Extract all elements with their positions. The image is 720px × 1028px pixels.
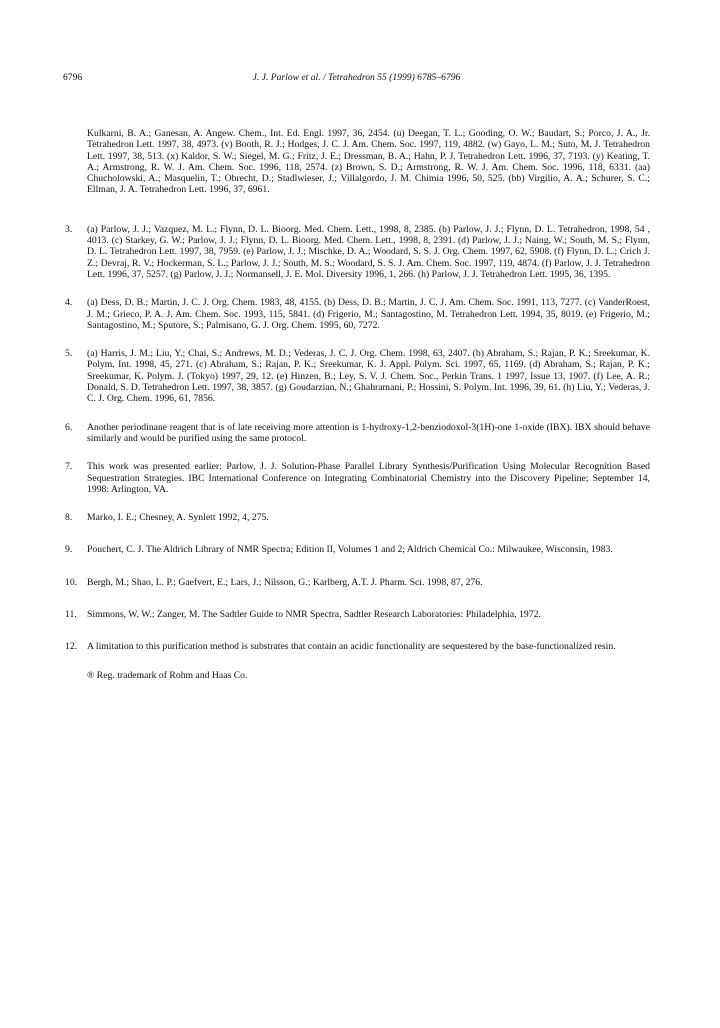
reference-text: (a) Harris, J. M.; Liu, Y.; Chai, S.; Andrews, M. D.; Vederas, J. C. J. Org. Chem. 1998, 63, 2407. (b) Abraham, S.; Rajan, P. K.; Sreekumar, K. Polym. Int. 1998, 45, 271. (c) Abraham, S.; Rajan, P. K.; Sreekumar, K. J. Appl. Polym. Sci. 1997, 65, 1169. (d) Abraham, S.; Rajan, P. K.; Sreekumar, K. Polym. J. (Tokyo) 1997, 29, 12. (e) Hinzen, B.; Ley, S. V. J. Chem. Soc., Perkin Trans. 1 1997, Issue 13, 1907. (f) Lee, A. R.; Donald, S. D. Tetrahedron Lett. 1997, 38, 3857. (g) Goudarzian, N.; Ghahramani, P.; Hossini, S. Polym. Int. 1996, 39, 61. (h) Liu, Y.; Vederas, J. C. J. Org. Chem. 1996, 61, 7856. [87, 348, 650, 405]
reference-10 [65, 577, 650, 588]
reference-4 [65, 297, 650, 331]
reference-number: 9. [65, 544, 73, 556]
reference-list [65, 128, 650, 681]
reference-text: Bergh, M.; Shao, L. P.; Gaefvert, E.; Lars, J.; Nilsson, G.; Karlberg, A.T. J. Pharm. Sci. 1998, 87, 276. [87, 576, 483, 588]
reference-text: Marko, I. E.; Chesney, A. Synlett 1992, 4, 275. [87, 512, 269, 524]
reference-6 [65, 422, 650, 445]
reference-text: (a) Dess, D. B.; Martin, J. C. J. Org. Chem. 1983, 48, 4155. (b) Dess, D. B.; Martin, J. C. J. Am. Chem. Soc. 1991, 113, 7277. (c) VanderRoest, J. M.; Grieco, P. A. J. Am. Chem. Soc. 1993, 115, 5841. (d) Frigerio, M.; Santagostino, M. Tetrahedron Lett. 1994, 35, 8019. (e) Frigerio, M.; Santagostino, M.; Sputore, S.; Palmisano, G. J. Org. Chem. 1995, 60, 7272. [87, 297, 650, 331]
running-head: J. J. Parlow et al. / Tetrahedron 55 (1999) 6785–6796 [252, 72, 461, 83]
reference-number: 6. [65, 421, 73, 433]
page-header [63, 72, 650, 86]
reference-number: 4. [65, 297, 73, 309]
reference-text: (a) Parlow, J. J.; Vazquez, M. L.; Flynn, D. L. Bioorg. Med. Chem. Lett., 1998, 8, 2385. (b) Parlow, J. J.; Flynn, D. L. Tetrahedron, 1998, 54 , 4013. (c) Starkey, G. W.; Parlow, J. J.; Flynn, D. L. Bioorg. Med. Chem. Lett., 1998, 8, 2391. (d) Parlow, J. J.; Naing, W.; South, M. S.; Flynn, D. L. Tetrahedron Lett. 1997, 38, 7959. (e) Parlow, J. J.; Mischke, D. A.; Woodard, S. S. J. Org. Chem. 1997, 62, 5908. (f) Flynn, D. L.; Crich J. Z.; Devraj, R. V.; Hockerman, S. L.; Parlow, J. J.; South, M. S.; Woodard, S. S. J. Am. Chem. Soc. 1997, 119, 4874. (f) Parlow, J. J. Tetrahedron Lett. 1996, 37, 5257. (g) Parlow, J. J.; Normansell, J. E. Mol. Diversity 1996, 1, 266. (h) Parlow, J. J. Tetrahedron Lett. 1995, 36, 1395. [87, 223, 650, 280]
reference-8 [65, 512, 650, 523]
reference-number: 10. [65, 576, 78, 588]
reference-number: 12. [65, 641, 78, 653]
reference-number: 7. [65, 461, 73, 473]
reference-text: Another periodinane reagent that is of late receiving more attention is 1-hydroxy-1,2-benziodoxol-3(1H)-one 1-oxide (IBX). IBX should behave similarly and would be purified using the same protocol. [87, 421, 650, 444]
reference-text: Simmons, W. W.; Zanger, M. The Sadtler Guide to NMR Spectra, Sadtler Research Laboratories: Philadelphia, 1972. [87, 609, 541, 621]
trademark-footnote: ® Reg. trademark of Rohm and Haas Co. [87, 669, 248, 681]
reference-number: 8. [65, 512, 73, 524]
reference-continuation: Kulkarni, B. A.; Ganesan, A. Angew. Chem., Int. Ed. Engl. 1997, 36, 2454. (u) Deegan, T. L.; Gooding, O. W.; Baudart, S.; Porco, J. A., Jr. Tetrahedron Lett. 1997, 38, 4973. (v) Booth, R. J.; Hodges, J. C. J. Am. Chem. Soc. 1997, 119, 4882. (w) Gayo, L. M.; Suto, M. J. Tetrahedron Lett. 1997, 38, 513. (x) Kaldor, S. W.; Siegel, M. G.; Fritz, J. E.; Dressman, B. A.; Hahn, P. J. Tetrahedron Lett. 1996, 37, 7193. (y) Keating, T. A.; Armstrong, R. W. J. Am. Chem. Soc. 1996, 118, 2574. (z) Brown, S. D.; Armstrong, R. W. J. Am. Chem. Soc. 1996, 118, 6331. (aa) Chucholowski, A.; Masquelin, T.; Obrecht, D.; Stadlwieser, J.; Villalgordo, J. M. Chimia 1996, 50, 525. (bb) Virgilio, A. A.; Schurer, S. C.; Ellman, J. A. Tetrahedron Lett. 1996, 37, 6961. [87, 128, 650, 196]
page-number: 6796 [63, 72, 83, 83]
reference-12 [65, 641, 650, 652]
reference-number: 11. [65, 609, 77, 621]
reference-11 [65, 609, 650, 620]
reference-number: 5. [65, 348, 73, 360]
reference-7 [65, 461, 650, 495]
reference-text: A limitation to this purification method is substrates that contain an acidic functionality are sequestered by the base-functionalized resin. [87, 641, 616, 653]
reference-9 [65, 544, 650, 555]
reference-3 [65, 224, 650, 280]
reference-number: 3. [65, 223, 73, 235]
reference-text: Pouchert, C. J. The Aldrich Library of NMR Spectra; Edition II, Volumes 1 and 2; Aldrich Chemical Co.: Milwaukee, Wisconsin, 1983. [87, 544, 613, 556]
reference-5 [65, 348, 650, 404]
reference-text: This work was presented earlier: Parlow, J. J. Solution-Phase Parallel Library Synthesis/Purification Using Molecular Recognition Based Sequestration Strategies. IBC International Conference on Integrating Combinatorial Chemistry into the Discovery Pipeline; September 14, 1998: Arlington, VA. [87, 461, 650, 495]
